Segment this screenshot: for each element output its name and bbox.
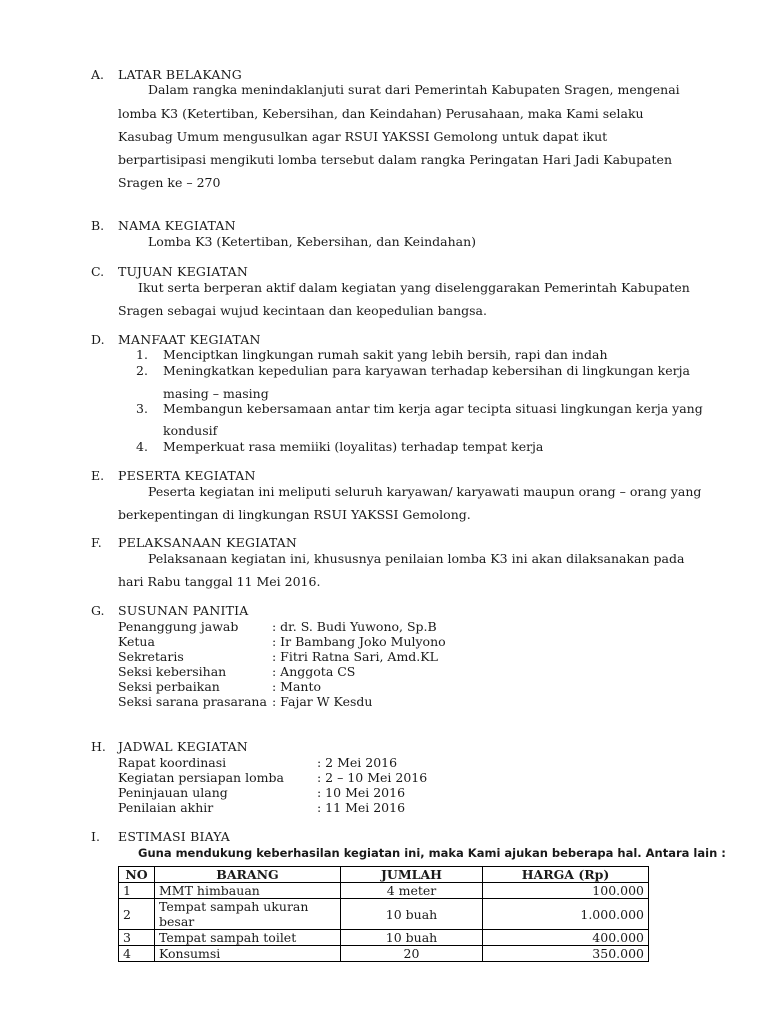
list-item-number: 4.: [136, 439, 148, 454]
section-a-line-5: Sragen ke – 270: [118, 175, 221, 190]
section-b-title: NAMA KEGIATAN: [118, 218, 236, 233]
cell-harga: 400.000: [483, 930, 649, 946]
list-item-text: Meningkatkan kepedulian para karyawan terhadap kebersihan di lingkungan kerja: [163, 363, 690, 378]
cell-barang: Tempat sampah toilet: [155, 930, 341, 946]
section-h-title: JADWAL KEGIATAN: [118, 739, 248, 754]
header-no: NO: [119, 867, 155, 883]
budget-intro-text: Guna mendukung keberhasilan kegiatan ini, maka Kami ajukan beberapa hal. Antara lain :: [138, 846, 726, 860]
schedule-activity: Rapat koordinasi: [118, 755, 227, 770]
table-row: [119, 930, 649, 946]
cell-harga: 1.000.000: [483, 899, 649, 930]
committee-role: Ketua: [118, 634, 155, 649]
section-b-text: Lomba K3 (Ketertiban, Kebersihan, dan Keindahan): [148, 234, 477, 249]
cell-jumlah: 10 buah: [341, 930, 483, 946]
cell-jumlah: 4 meter: [341, 883, 483, 899]
cell-no: 1: [119, 883, 155, 899]
section-e-line-1: Peserta kegiatan ini meliputi seluruh karyawan/ karyawati maupun orang – orang yang: [148, 484, 702, 499]
section-e-title: PESERTA KEGIATAN: [118, 468, 256, 483]
list-item-text-continued: kondusif: [163, 423, 218, 438]
section-a-line-1: Dalam rangka menindaklanjuti surat dari Pemerintah Kabupaten Sragen, mengenai: [148, 82, 680, 97]
committee-role: Seksi perbaikan: [118, 679, 220, 694]
section-b-letter: B.: [91, 218, 105, 233]
cell-barang: MMT himbauan: [155, 883, 341, 899]
header-harga: HARGA (Rp): [483, 867, 649, 883]
list-item-number: 2.: [136, 363, 148, 378]
section-c-line-2: Sragen sebagai wujud kecintaan dan keopedulian bangsa.: [118, 303, 487, 318]
section-f-letter: F.: [91, 535, 102, 550]
schedule-date: : 2 Mei 2016: [317, 755, 398, 770]
cell-no: 3: [119, 930, 155, 946]
list-item-text-continued: masing – masing: [163, 386, 269, 401]
schedule-date: : 10 Mei 2016: [317, 785, 406, 800]
committee-name: : Fitri Ratna Sari, Amd.KL: [272, 649, 438, 664]
section-a-line-4: berpartisipasi mengikuti lomba tersebut dalam rangka Peringatan Hari Jadi Kabupaten: [118, 152, 672, 167]
list-item-text: Membangun kebersamaan antar tim kerja agar tecipta situasi lingkungan kerja yang: [163, 401, 703, 416]
section-a-line-3: Kasubag Umum mengusulkan agar RSUI YAKSSI Gemolong untuk dapat ikut: [118, 129, 608, 144]
table-row: [119, 899, 649, 930]
cell-harga: 100.000: [483, 883, 649, 899]
section-f-title: PELAKSANAAN KEGIATAN: [118, 535, 298, 550]
committee-name: : Fajar W Kesdu: [272, 694, 373, 709]
committee-role: Seksi kebersihan: [118, 664, 227, 679]
list-item-number: 3.: [136, 401, 148, 416]
schedule-activity: Kegiatan persiapan lomba: [118, 770, 284, 785]
cell-barang: Tempat sampah ukuran besar: [155, 899, 341, 930]
cell-jumlah: 10 buah: [341, 899, 483, 930]
section-d-title: MANFAAT KEGIATAN: [118, 332, 261, 347]
budget-table: [118, 866, 649, 962]
section-a-letter: A.: [91, 67, 105, 82]
section-h-letter: H.: [91, 739, 106, 754]
committee-role: Seksi sarana prasarana: [118, 694, 267, 709]
list-item-text: Memperkuat rasa memiiki (loyalitas) terhadap tempat kerja: [163, 439, 544, 454]
section-c-letter: C.: [91, 264, 105, 279]
cell-jumlah: 20: [341, 946, 483, 962]
section-d-letter: D.: [91, 332, 105, 347]
committee-name: : dr. S. Budi Yuwono, Sp.B: [272, 619, 437, 634]
section-f-line-2: hari Rabu tanggal 11 Mei 2016.: [118, 574, 321, 589]
table-header-row: [119, 867, 649, 883]
schedule-date: : 2 – 10 Mei 2016: [317, 770, 428, 785]
list-item-text: Menciptkan lingkungan rumah sakit yang lebih bersih, rapi dan indah: [163, 347, 608, 362]
table-row: [119, 946, 649, 962]
list-item-number: 1.: [136, 347, 148, 362]
cell-harga: 350.000: [483, 946, 649, 962]
section-c-title: TUJUAN KEGIATAN: [118, 264, 248, 279]
section-e-letter: E.: [91, 468, 105, 483]
section-e-line-2: berkepentingan di lingkungan RSUI YAKSSI Gemolong.: [118, 507, 471, 522]
schedule-date: : 11 Mei 2016: [317, 800, 406, 815]
header-jumlah: JUMLAH: [341, 867, 483, 883]
committee-name: : Anggota CS: [272, 664, 356, 679]
section-c-line-1: Ikut serta berperan aktif dalam kegiatan yang diselenggarakan Pemerintah Kabupaten: [138, 280, 690, 295]
cell-barang: Konsumsi: [155, 946, 341, 962]
committee-role: Penanggung jawab: [118, 619, 239, 634]
schedule-activity: Penilaian akhir: [118, 800, 214, 815]
section-a-title: LATAR BELAKANG: [118, 67, 242, 82]
committee-name: : Manto: [272, 679, 322, 694]
table-row: [119, 883, 649, 899]
header-barang: BARANG: [155, 867, 341, 883]
cell-no: 2: [119, 899, 155, 930]
cell-no: 4: [119, 946, 155, 962]
section-i-letter: I.: [91, 829, 100, 844]
committee-name: : Ir Bambang Joko Mulyono: [272, 634, 446, 649]
section-i-title: ESTIMASI BIAYA: [118, 829, 231, 844]
schedule-activity: Peninjauan ulang: [118, 785, 228, 800]
section-g-letter: G.: [91, 603, 105, 618]
section-a-line-2: lomba K3 (Ketertiban, Kebersihan, dan Keindahan) Perusahaan, maka Kami selaku: [118, 106, 644, 121]
section-g-title: SUSUNAN PANITIA: [118, 603, 249, 618]
committee-role: Sekretaris: [118, 649, 184, 664]
section-f-line-1: Pelaksanaan kegiatan ini, khususnya penilaian lomba K3 ini akan dilaksanakan pada: [148, 551, 685, 566]
